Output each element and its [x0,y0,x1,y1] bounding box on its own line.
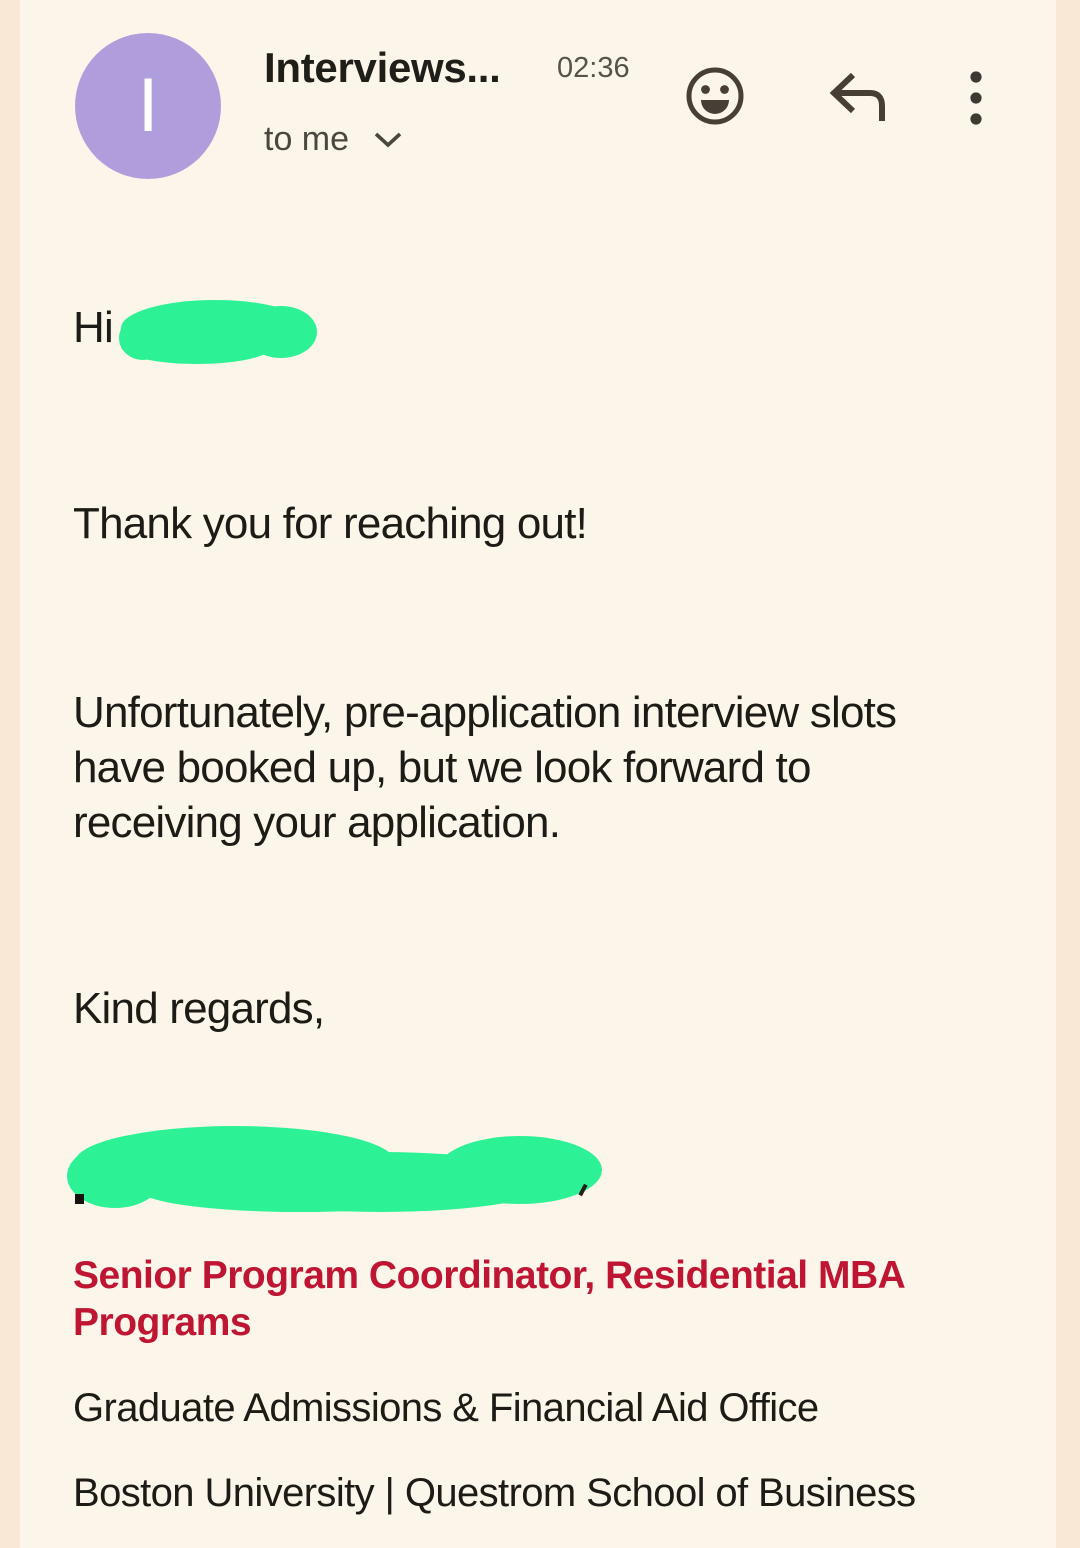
redacted-text-remnant [578,1184,587,1196]
main-paragraph [73,685,896,850]
message-time: 02:36 [557,52,630,84]
left-edge-strip [0,0,20,1548]
recipient-label: to me [264,120,350,158]
sender-avatar[interactable] [75,33,221,179]
paragraph-line: have booked up, but we look forward to [73,743,811,792]
signature-title [73,1252,905,1346]
right-edge-strip [1056,0,1080,1548]
reply-arrow-icon [824,68,890,129]
greeting-text: Hi [73,303,113,352]
paragraph-line: Unfortunately, pre-application interview slots [73,688,897,737]
paragraph-line: receiving your application. [73,798,561,847]
redacted-text-remnant [75,1194,84,1204]
reply-button[interactable] [824,68,890,126]
signature-office: Graduate Admissions & Financial Aid Office [73,1386,819,1430]
sender-name[interactable]: Interviews... [264,44,501,91]
closing-text: Kind regards, [73,984,325,1033]
signature-organization: Boston University | Questrom School of Business [73,1471,916,1515]
chevron-down-icon [371,130,405,150]
signature-title-line: Programs [73,1301,252,1344]
redaction-highlight-recipient [113,296,325,381]
thanks-text: Thank you for reaching out! [73,499,588,548]
recipient-details-toggle[interactable] [264,120,405,159]
three-dot-menu-icon [958,62,994,137]
signature-title-line: Senior Program Coordinator, Residential MBA [73,1254,906,1297]
redaction-highlight-sender [50,1118,610,1233]
avatar-letter: I [137,63,159,148]
add-reaction-smiley-icon [684,65,746,130]
add-reaction-button[interactable] [684,65,746,127]
more-options-button[interactable] [958,62,994,134]
